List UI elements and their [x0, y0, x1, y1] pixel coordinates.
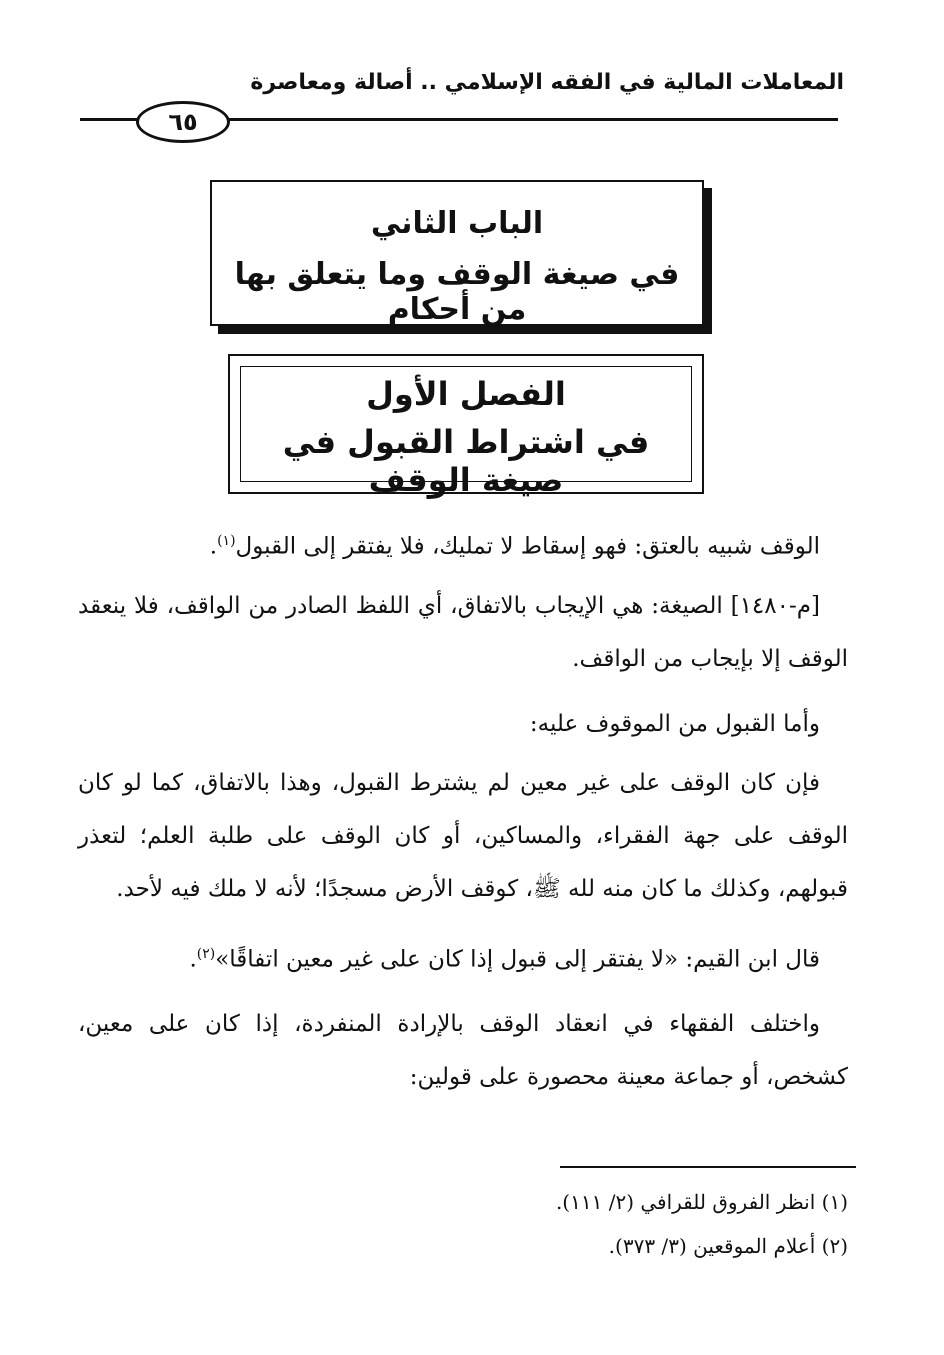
paragraph-3: وأما القبول من الموقوف عليه: [529, 710, 820, 737]
paragraph-4: فإن كان الوقف على غير معين لم يشترط القبول، وهذا بالاتفاق، كما لو كان الوقف على جهة الفقراء، والمساكين، أو كان الوقف على طلبة العلم؛ لتعذر قبولهم، وكذلك ما كان منه لله ﷺ، كوقف الأرض مسجدًا؛ لأنه لا ملك فيه لأحد. [78, 769, 848, 902]
paragraph-5 [78, 928, 848, 987]
body-text [78, 515, 848, 1116]
page-number-badge: ٦٥ [136, 101, 230, 143]
paragraph-2: [م-١٤٨٠] الصيغة: هي الإيجاب بالاتفاق، أي اللفظ الصادر من الواقف، فلا ينعقد الوقف إلا بإيجاب من الواقف. [78, 592, 848, 672]
footnote-1: (١) انظر الفروق للقرافي (٢/ ١١١). [555, 1190, 848, 1214]
footnote-2: (٢) أعلام الموقعين (٣/ ٣٧٣). [608, 1234, 848, 1258]
chapter-heading-box [210, 180, 704, 326]
paragraph-1-text: الوقف شبيه بالعتق: فهو إسقاط لا تمليك، فلا يفتقر إلى القبول [235, 533, 820, 560]
running-header: المعاملات المالية في الفقه الإسلامي .. أصالة ومعاصرة [250, 70, 844, 95]
section-subtitle: في اشتراط القبول في صيغة الوقف [282, 423, 650, 499]
footnote-rule [560, 1166, 856, 1168]
paragraph-5-end: . [189, 946, 197, 973]
chapter-subtitle: في صيغة الوقف وما يتعلق بها من أحكام [234, 257, 680, 327]
chapter-title: الباب الثاني [370, 206, 544, 241]
footnote-ref-2: (٢) [196, 945, 216, 962]
footnotes [78, 1180, 848, 1268]
section-heading-inner [240, 366, 692, 499]
section-title: الفصل الأول [366, 375, 566, 413]
section-heading-frame [228, 354, 704, 499]
footnote-ref-1: (١) [217, 533, 236, 549]
paragraph-5-text: قال ابن القيم: «لا يفتقر إلى قبول إذا كان على غير معين اتفاقًا» [215, 946, 820, 973]
paragraph-1-end: . [209, 533, 218, 560]
paragraph-1 [78, 515, 848, 574]
paragraph-6: واختلف الفقهاء في انعقاد الوقف بالإرادة المنفردة، إذا كان على معين، كشخص، أو جماعة معينة محصورة على قولين: [78, 1011, 848, 1091]
